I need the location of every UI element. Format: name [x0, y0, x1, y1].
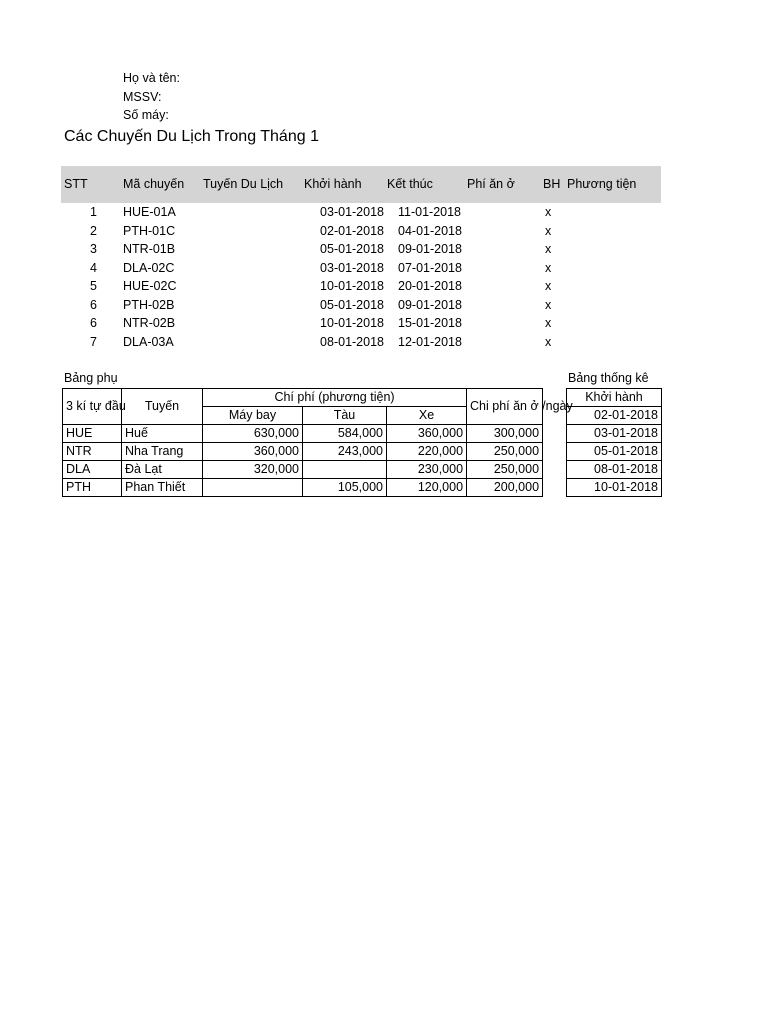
table-row: [63, 425, 543, 443]
name-label: Họ và tên:: [123, 71, 180, 85]
an-o-cell: 300,000: [467, 425, 543, 443]
ma-chuyen-cell: HUE-01A: [123, 205, 176, 219]
table-row: [63, 479, 543, 497]
bang-phu-table: [62, 388, 573, 497]
tuyen-cell: Phan Thiết: [122, 479, 203, 497]
ma-chuyen-cell: PTH-02B: [123, 297, 175, 312]
ket-thuc-cell: 11-01-2018: [398, 205, 462, 219]
may-bay-cell: 360,000: [203, 443, 303, 461]
code-cell: NTR: [63, 443, 122, 461]
header-khoi-hanh: Khởi hành: [304, 177, 362, 191]
ket-thuc-cell: 09-01-2018: [398, 297, 462, 312]
bh-cell: x: [545, 316, 552, 330]
header-bh: BH: [543, 177, 561, 191]
table-row: [63, 461, 543, 479]
xe-cell: 360,000: [387, 425, 467, 443]
table-row: [63, 443, 543, 461]
header-tuyen-du-lich: Tuyến Du Lịch: [203, 177, 284, 191]
ket-thuc-cell: 20-01-2018: [398, 279, 462, 293]
stt-cell: 7: [90, 334, 97, 349]
table-row: [567, 461, 662, 479]
bh-cell: x: [545, 223, 552, 238]
bh-cell: x: [545, 334, 552, 349]
bang-phu-header-tuyen: Tuyến: [122, 389, 203, 425]
ket-thuc-cell: 15-01-2018: [398, 316, 462, 330]
khoi-hanh-value: 05-01-2018: [567, 443, 662, 461]
xe-cell: 230,000: [387, 461, 467, 479]
student-id-label: MSSV:: [123, 90, 162, 104]
bang-thong-ke-header: Khởi hành: [567, 389, 662, 407]
stt-cell: 3: [90, 242, 97, 256]
ma-chuyen-cell: DLA-02C: [123, 260, 175, 275]
ma-chuyen-cell: NTR-02B: [123, 316, 176, 330]
khoi-hanh-value: 02-01-2018: [567, 407, 662, 425]
khoi-hanh-value: 10-01-2018: [567, 479, 662, 497]
bang-thong-ke-title: Bảng thống kê: [568, 371, 649, 385]
table-row: [567, 443, 662, 461]
may-bay-cell: [203, 479, 303, 497]
bang-thong-ke-table: [566, 388, 662, 497]
an-o-cell: 250,000: [467, 461, 543, 479]
bh-cell: x: [545, 205, 552, 219]
ket-thuc-cell: 09-01-2018: [398, 242, 462, 256]
khoi-hanh-cell: 03-01-2018: [320, 205, 384, 219]
ket-thuc-cell: 07-01-2018: [398, 260, 462, 275]
stt-cell: 1: [90, 205, 97, 219]
khoi-hanh-cell: 10-01-2018: [320, 279, 384, 293]
khoi-hanh-cell: 10-01-2018: [320, 316, 384, 330]
table-row: [61, 296, 661, 315]
table-row: [61, 259, 661, 278]
tuyen-cell: Đà Lạt: [122, 461, 203, 479]
table-row: [61, 240, 661, 259]
ma-chuyen-cell: HUE-02C: [123, 279, 177, 293]
machine-label: Số máy:: [123, 108, 169, 122]
tuyen-cell: Huế: [122, 425, 203, 443]
code-cell: DLA: [63, 461, 122, 479]
table-row: [61, 333, 661, 352]
page-title: Các Chuyến Du Lịch Trong Tháng 1: [64, 128, 319, 145]
table-row: [567, 425, 662, 443]
xe-cell: 120,000: [387, 479, 467, 497]
may-bay-cell: 320,000: [203, 461, 303, 479]
tuyen-cell: Nha Trang: [122, 443, 203, 461]
stt-cell: 2: [90, 223, 97, 238]
stt-cell: 6: [90, 316, 97, 330]
header-stt: STT: [64, 177, 88, 191]
bh-cell: x: [545, 260, 552, 275]
header-phuong-tien: Phương tiện: [567, 177, 637, 191]
tau-cell: 105,000: [303, 479, 387, 497]
table-row: [61, 277, 661, 296]
code-cell: HUE: [63, 425, 122, 443]
khoi-hanh-value: 03-01-2018: [567, 425, 662, 443]
bh-cell: x: [545, 297, 552, 312]
table-row: [61, 314, 661, 333]
header-ma-chuyen: Mã chuyến: [123, 177, 185, 191]
an-o-cell: 250,000: [467, 443, 543, 461]
table-row: [61, 222, 661, 241]
stt-cell: 5: [90, 279, 97, 293]
may-bay-cell: 630,000: [203, 425, 303, 443]
khoi-hanh-cell: 05-01-2018: [320, 242, 384, 256]
stt-cell: 4: [90, 260, 97, 275]
xe-cell: 220,000: [387, 443, 467, 461]
tau-cell: [303, 461, 387, 479]
table-row: [567, 479, 662, 497]
khoi-hanh-cell: 08-01-2018: [320, 334, 384, 349]
header-phi-an-o: Phí ăn ở: [467, 177, 515, 191]
table-row: [567, 407, 662, 425]
code-cell: PTH: [63, 479, 122, 497]
bang-phu-header-xe: Xe: [387, 407, 467, 425]
header-ket-thuc: Kết thúc: [387, 177, 433, 191]
bang-phu-header-an-o: Chi phí ăn ở /ngày: [467, 389, 543, 425]
bang-phu-header-tau: Tàu: [303, 407, 387, 425]
ket-thuc-cell: 04-01-2018: [398, 223, 462, 238]
ket-thuc-cell: 12-01-2018: [398, 334, 462, 349]
bang-phu-title: Bảng phụ: [64, 371, 118, 385]
bh-cell: x: [545, 279, 552, 293]
ma-chuyen-cell: DLA-03A: [123, 334, 174, 349]
khoi-hanh-cell: 02-01-2018: [320, 223, 384, 238]
stt-cell: 6: [90, 297, 97, 312]
bang-phu-header-may-bay: Máy bay: [203, 407, 303, 425]
bang-phu-header-ki-tu: 3 kí tự đầu: [63, 389, 122, 425]
bang-phu-header-chi-phi: Chí phí (phương tiện): [203, 389, 467, 407]
tau-cell: 584,000: [303, 425, 387, 443]
ma-chuyen-cell: PTH-01C: [123, 223, 176, 238]
khoi-hanh-cell: 03-01-2018: [320, 260, 384, 275]
bh-cell: x: [545, 242, 552, 256]
ma-chuyen-cell: NTR-01B: [123, 242, 176, 256]
khoi-hanh-cell: 05-01-2018: [320, 297, 384, 312]
tau-cell: 243,000: [303, 443, 387, 461]
khoi-hanh-value: 08-01-2018: [567, 461, 662, 479]
table-row: [61, 203, 661, 222]
an-o-cell: 200,000: [467, 479, 543, 497]
